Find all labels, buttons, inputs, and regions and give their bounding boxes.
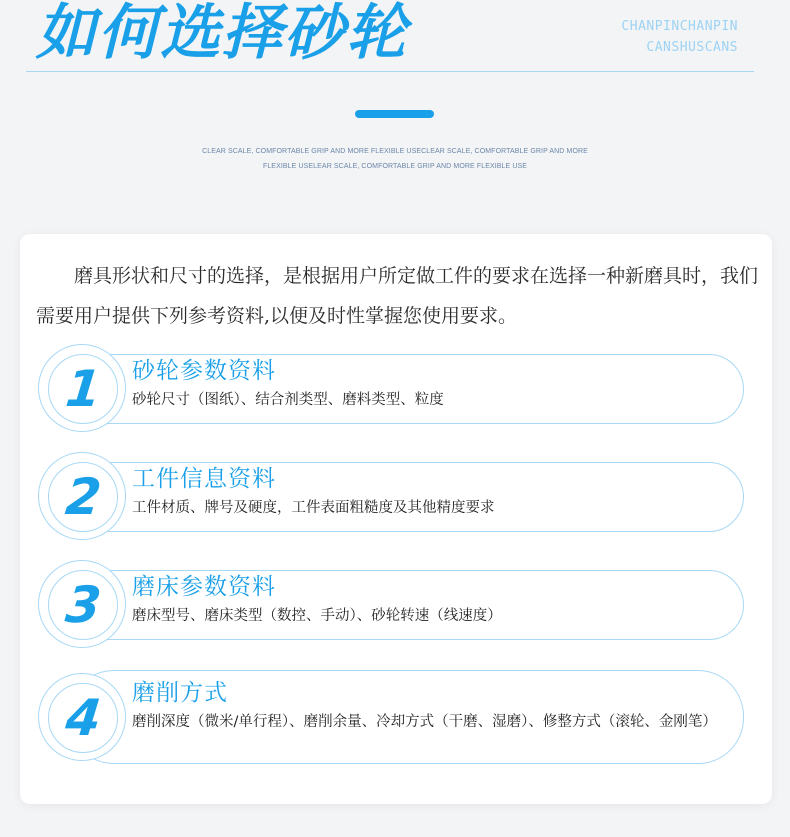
number-badge-inner: [48, 570, 118, 640]
number-badge-inner: [48, 462, 118, 532]
english-subtitle: [190, 144, 600, 174]
english-subtitle-line-2: FLEXIBLE USELEAR SCALE, COMFORTABLE GRIP AND MORE FLEXIBLE USE: [262, 163, 528, 170]
item-description: 工件材质、牌号及硬度，工件表面粗糙度及其他精度要求: [132, 500, 495, 516]
accent-bar: [355, 110, 434, 118]
page-title: 如何选择砂轮: [36, 0, 408, 68]
list-item-4: [38, 666, 744, 768]
item-heading: 磨削方式: [132, 680, 228, 706]
list-item-1: [38, 344, 744, 434]
list-item-3: [38, 560, 744, 650]
item-number: 3: [62, 576, 104, 634]
english-tag-line-1: CHANPINCHANPIN: [621, 19, 738, 34]
number-badge: [38, 344, 126, 432]
number-badge-inner: [48, 683, 118, 753]
english-tag-line-2: CANSHUSCANS: [646, 40, 738, 55]
intro-paragraph: 磨具形状和尺寸的选择，是根据用户所定做工件的要求在选择一种新磨具时，我们需要用户提供下列参考资料,以便及时性掌握您使用要求。: [36, 265, 759, 327]
list-item-2: [38, 452, 744, 542]
item-heading: 磨床参数资料: [132, 574, 276, 600]
item-number: 2: [62, 468, 104, 526]
number-badge-inner: [48, 354, 118, 424]
item-description: 砂轮尺寸（图纸）、结合剂类型、磨料类型、粒度: [132, 392, 444, 408]
item-heading: 砂轮参数资料: [132, 358, 276, 384]
number-badge: [38, 673, 126, 761]
header-divider: [26, 71, 754, 72]
item-heading: 工件信息资料: [132, 466, 276, 492]
english-tag: [621, 16, 738, 58]
english-subtitle-line-1: CLEAR SCALE, COMFORTABLE GRIP AND MORE FLEXIBLE USECLEAR SCALE, COMFORTABLE GRIP AND MORE: [202, 148, 588, 155]
number-badge: [38, 452, 126, 540]
content-card: [20, 234, 772, 804]
item-description: 磨床型号、磨床类型（数控、手动）、砂轮转速（线速度）: [132, 608, 502, 624]
item-number: 1: [62, 360, 104, 418]
item-number: 4: [62, 689, 104, 747]
item-description: 磨削深度（微米/单行程）、磨削余量、冷却方式（干磨、湿磨）、修整方式（滚轮、金刚笔）: [132, 714, 717, 730]
number-badge: [38, 560, 126, 648]
